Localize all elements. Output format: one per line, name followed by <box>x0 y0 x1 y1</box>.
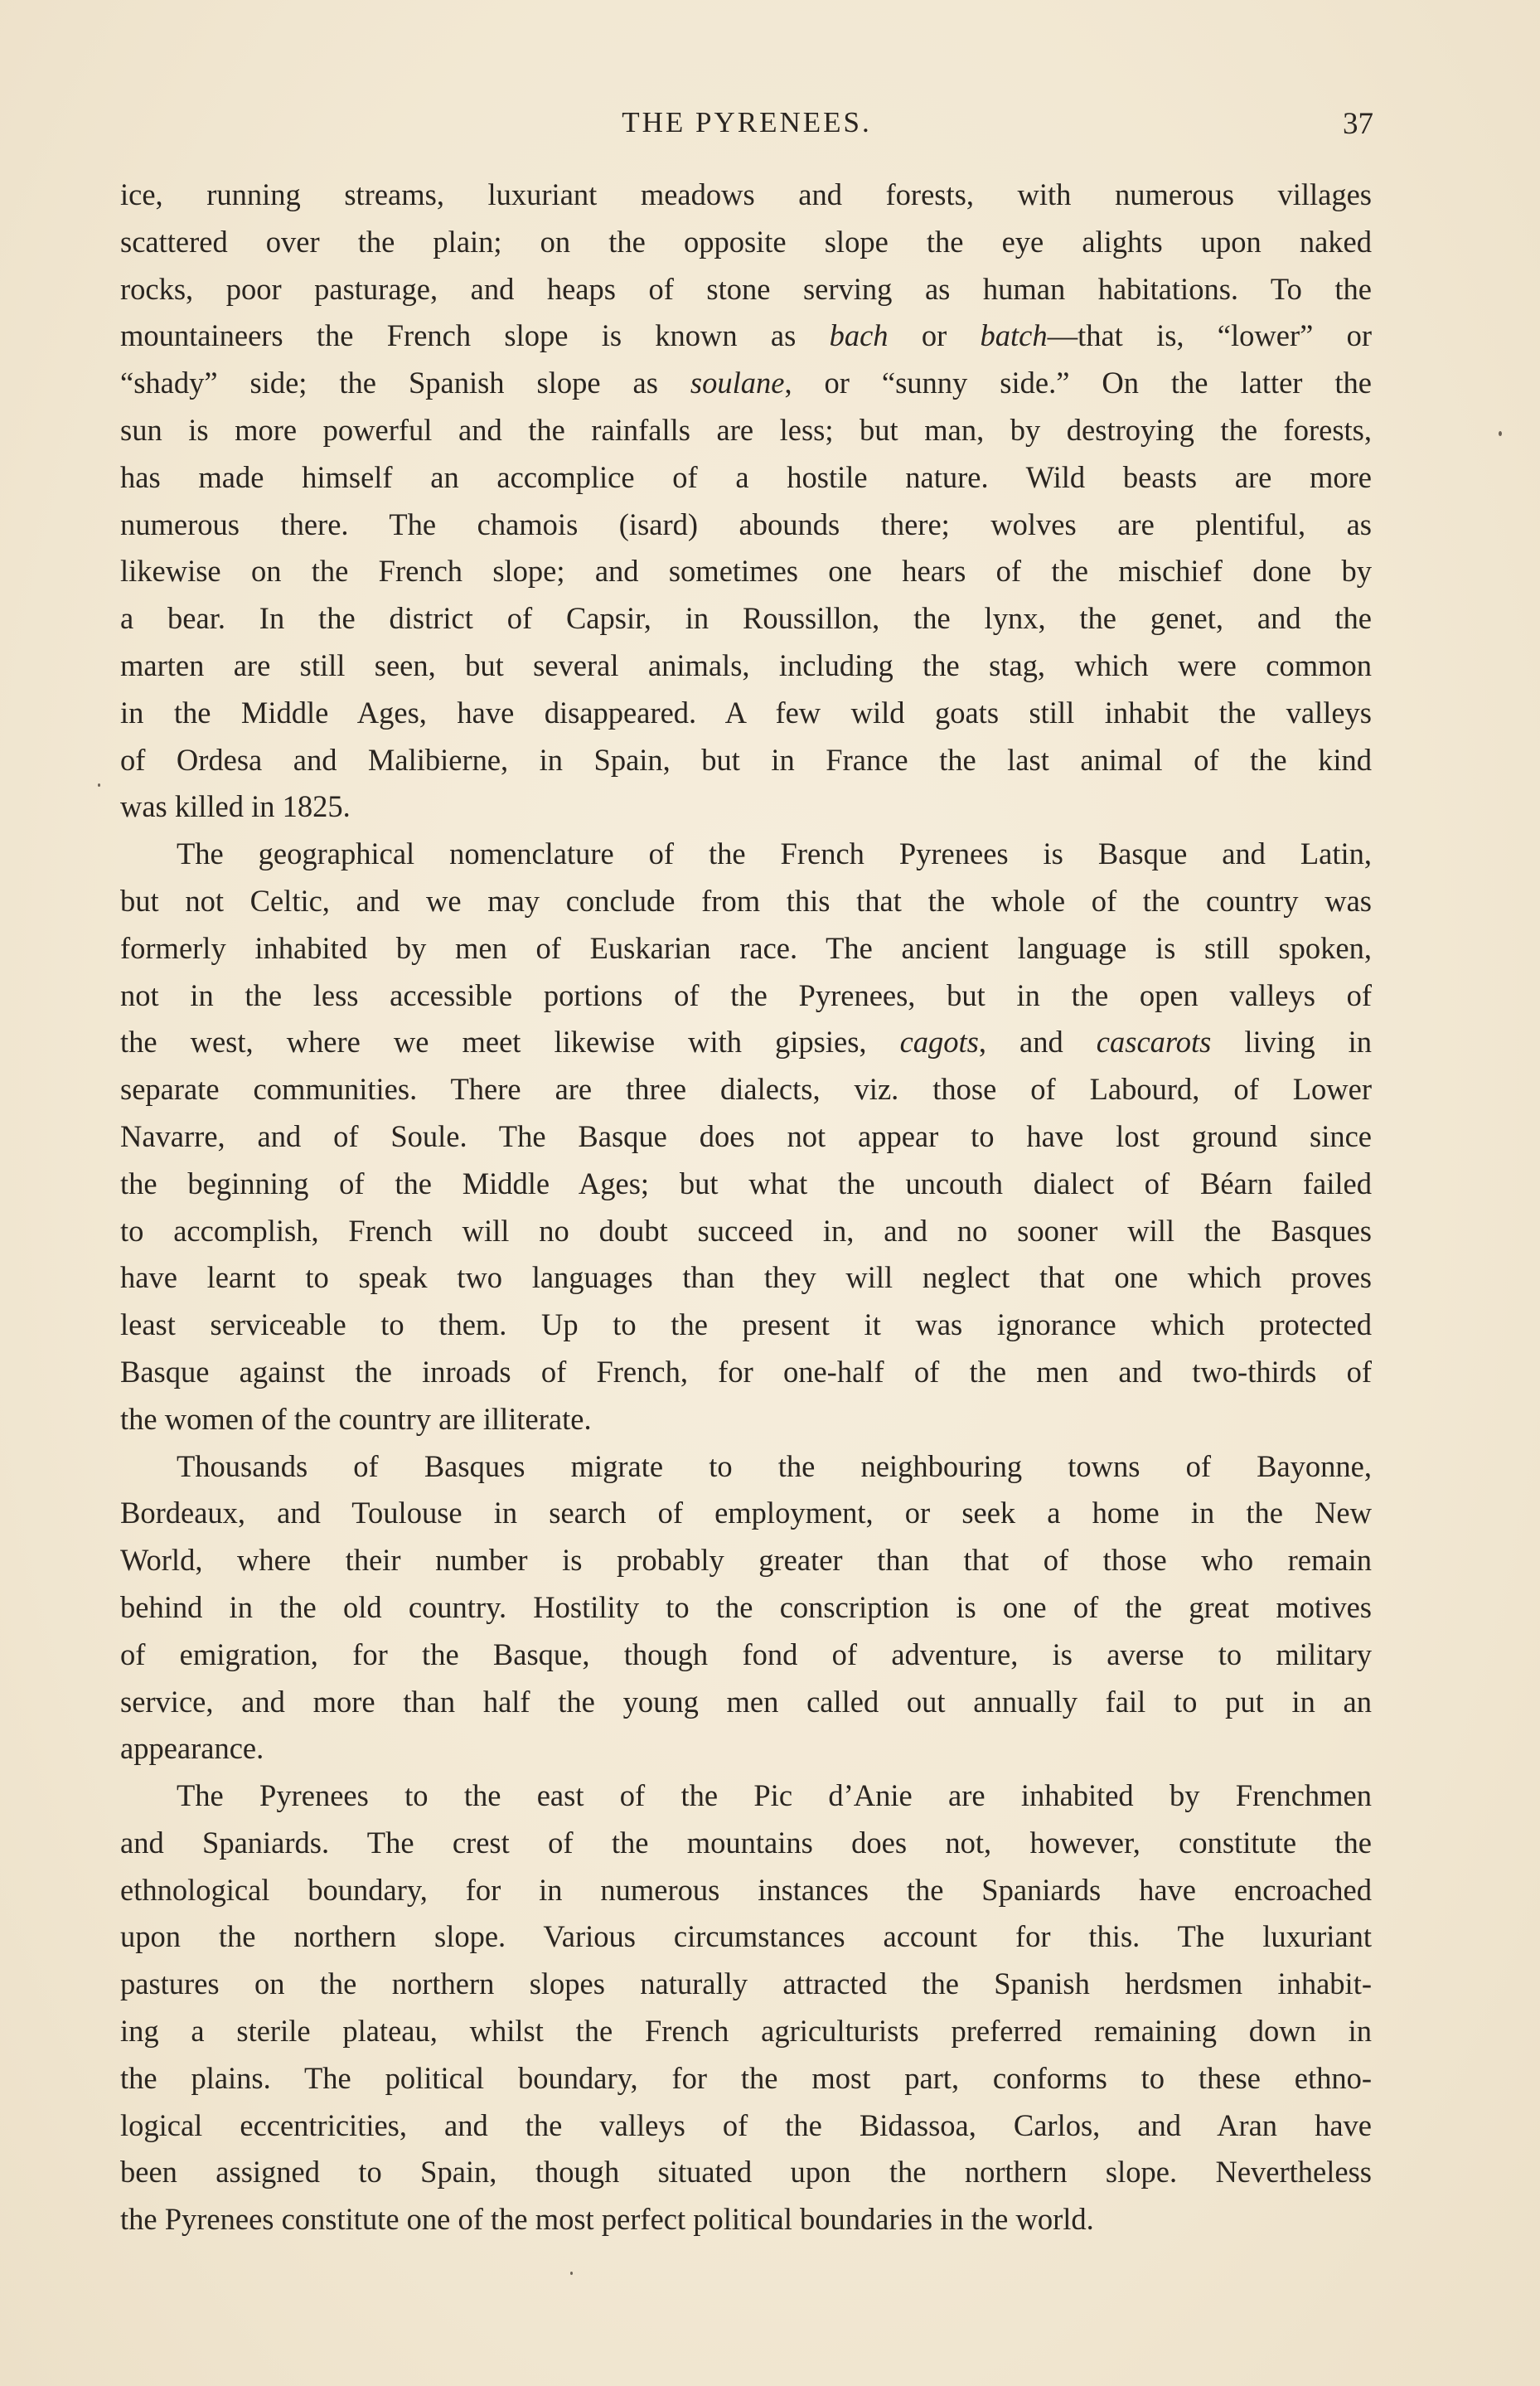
text-line: The Pyrenees to the east of the Pic d’Anie are inhabited by Frenchmen <box>177 1778 1372 1813</box>
text-line: marten are still seen, but several animals, including the stag, which were common <box>120 647 1372 682</box>
text-line: Basque against the inroads of French, for one-half of the men and two-thirds of <box>120 1354 1372 1389</box>
text-line: least serviceable to them. Up to the present it was ignorance which protected <box>120 1307 1372 1342</box>
italic-term: batch <box>980 318 1048 353</box>
paragraph <box>120 1443 1372 1773</box>
paragraph <box>120 172 1372 831</box>
running-head <box>120 106 1373 148</box>
text-line: ethnological boundary, for in numerous instances the Spaniards have encroached <box>120 1872 1372 1907</box>
text-line: the plains. The political boundary, for the most part, conforms to these ethno- <box>120 2060 1372 2095</box>
text-line: a bear. In the district of Capsir, in Roussillon, the lynx, the genet, and the <box>120 601 1372 636</box>
text-line: the women of the country are illiterate. <box>120 1401 592 1436</box>
text-line: the west, where we meet likewise with gipsies, cagots, and cascarots living in <box>120 1025 1372 1060</box>
text-line: and Spaniards. The crest of the mountains does not, however, constitute the <box>120 1825 1372 1860</box>
italic-term: cascarots <box>1096 1025 1212 1060</box>
text-line: of Ordesa and Malibierne, in Spain, but in France the last animal of the kind <box>120 742 1372 777</box>
text-line: of emigration, for the Basque, though fond of adventure, is averse to military <box>120 1637 1372 1671</box>
text-line: rocks, poor pasturage, and heaps of stone serving as human habitations. To the <box>120 271 1372 306</box>
text-line: in the Middle Ages, have disappeared. A few wild goats still inhabit the valleys <box>120 695 1372 730</box>
text-line: has made himself an accomplice of a hostile nature. Wild beasts are more <box>120 459 1372 494</box>
italic-term: bach <box>829 318 889 353</box>
paper-speck <box>1499 431 1502 436</box>
text-line: numerous there. The chamois (isard) abounds there; wolves are plentiful, as <box>120 507 1372 541</box>
text-line: but not Celtic, and we may conclude from this that the whole of the country was <box>120 883 1372 918</box>
text-line: service, and more than half the young men called out annually fail to put in an <box>120 1684 1372 1719</box>
text-line: mountaineers the French slope is known as bach or batch—that is, “lower” or <box>120 318 1372 353</box>
page-number: 37 <box>1343 107 1373 141</box>
text-line: Navarre, and of Soule. The Basque does not appear to have lost ground since <box>120 1118 1372 1153</box>
paper-speck <box>570 2272 573 2275</box>
text-line: logical eccentricities, and the valleys of the Bidassoa, Carlos, and Aran have <box>120 2107 1372 2142</box>
text-line: likewise on the French slope; and sometimes one hears of the mischief done by <box>120 554 1372 589</box>
text-line: been assigned to Spain, though situated upon the northern slope. Nevertheless <box>120 2155 1372 2190</box>
text-line: ing a sterile plateau, whilst the French agriculturists preferred remaining down in <box>120 2014 1372 2049</box>
paper-speck <box>98 783 100 787</box>
text-line: the beginning of the Middle Ages; but what the uncouth dialect of Béarn failed <box>120 1166 1372 1200</box>
text-line: was killed in 1825. <box>120 789 351 824</box>
text-line: appearance. <box>120 1731 264 1766</box>
text-line: ice, running streams, luxuriant meadows and forests, with numerous villages <box>120 177 1372 211</box>
text-line: to accomplish, French will no doubt succeed in, and no sooner will the Basques <box>120 1213 1372 1248</box>
paragraph <box>120 831 1372 1443</box>
text-line: formerly inhabited by men of Euskarian race. The ancient language is still spoken, <box>120 930 1372 965</box>
text-line: “shady” side; the Spanish slope as soulane, or “sunny side.” On the latter the <box>120 366 1372 400</box>
text-line: upon the northern slope. Various circumstances account for this. The luxuriant <box>120 1919 1372 1954</box>
text-line: Thousands of Basques migrate to the neighbouring towns of Bayonne, <box>177 1448 1372 1483</box>
text-line: World, where their number is probably greater than that of those who remain <box>120 1543 1372 1578</box>
text-line: scattered over the plain; on the opposite slope the eye alights upon naked <box>120 224 1372 259</box>
text-line: sun is more powerful and the rainfalls are less; but man, by destroying the forests, <box>120 412 1372 447</box>
text-line: the Pyrenees constitute one of the most perfect political boundaries in the world. <box>120 2202 1094 2237</box>
text-line: pastures on the northern slopes naturally attracted the Spanish herdsmen inhabit- <box>120 1967 1372 2001</box>
text-line: have learnt to speak two languages than they will neglect that one which proves <box>120 1260 1372 1295</box>
body-text <box>120 172 1372 2243</box>
text-line: separate communities. There are three dialects, viz. those of Labourd, of Lower <box>120 1072 1372 1107</box>
text-line: The geographical nomenclature of the French Pyrenees is Basque and Latin, <box>177 837 1372 871</box>
italic-term: cagots <box>899 1025 979 1060</box>
paragraph <box>120 1773 1372 2243</box>
italic-term: soulane <box>690 366 785 400</box>
text-line: behind in the old country. Hostility to the conscription is one of the great motives <box>120 1589 1372 1624</box>
text-line: Bordeaux, and Toulouse in search of employment, or seek a home in the New <box>120 1496 1372 1530</box>
text-line: not in the less accessible portions of the Pyrenees, but in the open valleys of <box>120 977 1372 1012</box>
running-title: THE PYRENEES. <box>622 106 872 138</box>
